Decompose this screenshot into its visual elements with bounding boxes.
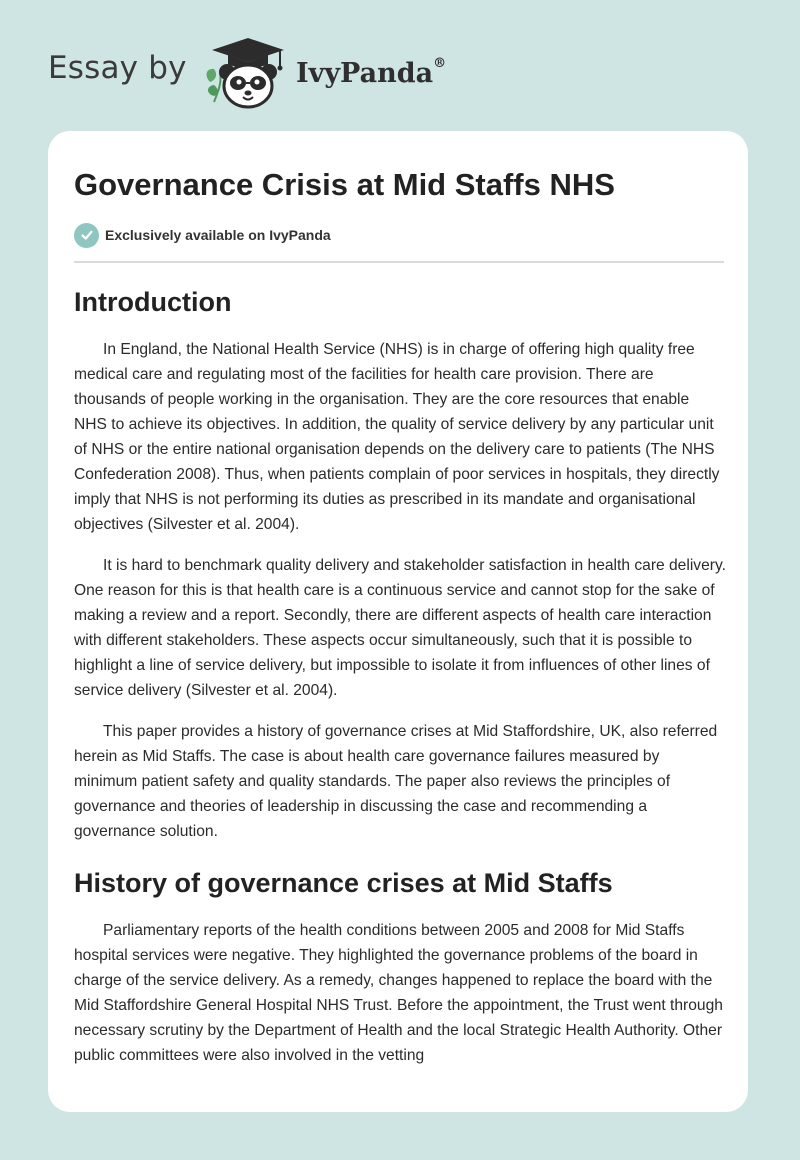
exclusive-badge	[74, 222, 331, 248]
paragraph: It is hard to benchmark quality delivery and stakeholder satisfaction in health care delivery. One reason for this is that health care is a continuous service and cannot stop for the sake of making a review and a report. Secondly, there are different aspects of health care interaction with different stakeholders. These aspects occur simultaneously, such that it is possible to highlight a line of service delivery, but impossible to isolate it from influences of other lines of service delivery (Silvester et al. 2004).	[74, 557, 726, 699]
badge-label: Exclusively available on IvyPanda	[105, 227, 331, 243]
essay-title: Governance Crisis at Mid Staffs NHS	[74, 167, 615, 202]
essay-card	[48, 131, 748, 1112]
section-heading-introduction: Introduction	[74, 287, 232, 317]
paragraph: In England, the National Health Service (NHS) is in charge of offering high quality free medical care and regulating most of the facilities for health care provision. There are thousands of people working in the organisation. They are the core resources that enable NHS to achieve its objectives. In addition, the quality of service delivery by any particular unit of NHS or the entire national organisation depends on the delivery care to patients (The NHS Confederation 2008). Thus, when patients complain of poor services in hospitals, they directly imply that NHS is not performing its duties as prescribed in its mandate and organisational objectives (Silvester et al. 2004).	[74, 341, 720, 533]
check-icon	[74, 223, 99, 248]
ivypanda-logo-icon	[200, 36, 296, 112]
divider	[74, 261, 724, 263]
essay-by-label: Essay by	[48, 50, 187, 86]
article-body	[74, 281, 726, 1084]
paragraph: This paper provides a history of governance crises at Mid Staffordshire, UK, also referred herein as Mid Staffs. The case is about health care governance failures measured by minimum patient safety and quality standards. The paper also reviews the principles of governance and theories of leadership in discussing the case and recommending a governance solution.	[74, 723, 718, 840]
section-heading-history: History of governance crises at Mid Staffs	[74, 868, 613, 898]
brand-name: IvyPanda®	[296, 56, 447, 89]
registered-mark: ®	[433, 56, 447, 71]
site-header	[48, 36, 508, 112]
paragraph: Parliamentary reports of the health conditions between 2005 and 2008 for Mid Staffs hospital services were negative. They highlighted the governance problems of the board in charge of the service delivery. As a remedy, changes happened to replace the board with the Mid Staffordshire General Hospital NHS Trust. Before the appointment, the Trust went through necessary scrutiny by the Department of Health and the local Strategic Health Authority. Other public committees were also involved in the vetting	[74, 922, 723, 1064]
